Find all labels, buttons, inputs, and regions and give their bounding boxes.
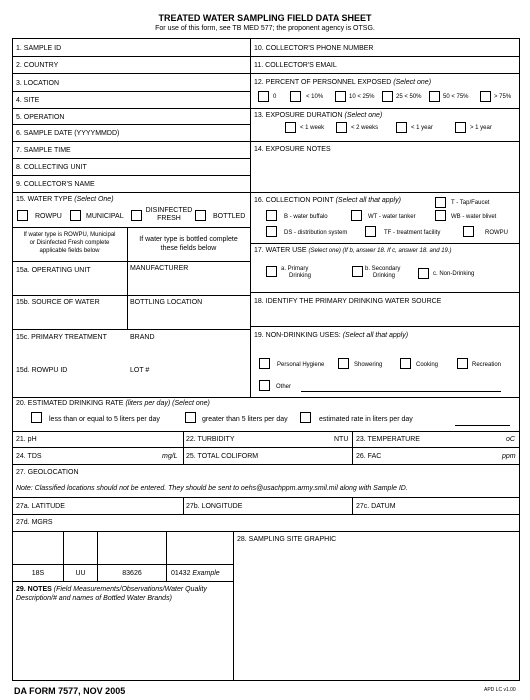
percent-over-75-checkbox[interactable] [480,91,491,102]
rate-estimate-label: estimated rate in liters per day [319,416,413,423]
duration-2weeks-checkbox[interactable] [336,122,347,133]
percent-25-checkbox[interactable] [335,91,346,102]
rate-le5-checkbox[interactable] [31,412,42,423]
sample-date-label: 6. SAMPLE DATE (YYYYMMDD) [16,130,120,137]
treatment-facility-label: TF - treatment facility [384,230,441,236]
exposure-duration-label: 13. EXPOSURE DURATION (Select one) [254,112,383,119]
percent-0-checkbox[interactable] [258,91,269,102]
phone-label: 10. COLLECTOR'S PHONE NUMBER [254,45,374,52]
rate-gt5-checkbox[interactable] [185,412,196,423]
rowpu-id-label: 15d. ROWPU ID [16,367,68,374]
total-coliform-label: 25. TOTAL COLIFORM [186,453,259,460]
duration-lt1year-checkbox[interactable] [396,122,407,133]
sample-time-label: 7. SAMPLE TIME [16,147,71,154]
lot-label: LOT # [130,367,150,374]
email-label: 11. COLLECTOR'S EMAIL [254,62,337,69]
tap-faucet-checkbox[interactable] [435,197,446,208]
geolocation-note: Note: Classified locations should not be entered. They should be sent to oehs@usachppm.army.smil.mil along with Sample ID. [16,485,408,492]
water-blivet-label: WB - water blivet [451,214,497,220]
other-label: Other [276,384,292,390]
percent-10-label: < 10% [306,94,324,100]
primary-source-label: 18. IDENTIFY THE PRIMARY DRINKING WATER SOURCE [254,298,442,305]
other-checkbox[interactable] [259,380,270,391]
personal-hygiene-checkbox[interactable] [259,358,270,369]
geolocation-label: 27. GEOLOCATION [16,469,79,476]
drinking-rate-label: 20. ESTIMATED DRINKING RATE (liters per day) (Select one) [16,400,210,407]
tds-label: 24. TDS [16,453,42,460]
secondary-drinking-label: b. Secondary Drinking [365,266,401,279]
percent-25-label: 10 < 25% [349,94,375,100]
percent-exposed-label: 12. PERCENT OF PERSONNEL EXPOSED (Select one) [254,79,432,86]
collector-name-label: 9. COLLECTOR'S NAME [16,181,95,188]
datum-label: 27c. DATUM [356,503,396,510]
ntu-unit: NTU [334,436,349,443]
secondary-drinking-checkbox[interactable] [352,266,363,277]
non-drinking-label: c. Non-Drinking [433,271,475,277]
tap-faucet-label: T - Tap/Faucet [451,200,490,206]
percent-75-checkbox[interactable] [429,91,440,102]
rowpu-label: ROWPU [35,213,62,220]
location-label: 3. LOCATION [16,80,60,87]
non-drinking-uses-label: 19. NON-DRINKING USES: (Select all that apply) [254,332,409,339]
rowpu-checkbox[interactable] [17,210,28,221]
site-label: 4. SITE [16,97,40,104]
duration-gt1year-checkbox[interactable] [455,122,466,133]
rowpu-instructions: If water type is ROWPU, Municipal or Disinfected Fresh complete applicable fields below [23,232,116,254]
disinfected-fresh-label: DISINFECTED FRESH [145,207,193,222]
mgrs-zone: 18S [31,570,45,577]
bottling-location-label: BOTTLING LOCATION [130,299,203,306]
cooking-checkbox[interactable] [400,358,411,369]
treatment-facility-checkbox[interactable] [365,226,376,237]
rate-estimate-input[interactable] [455,425,510,426]
rate-gt5-label: greater than 5 liters per day [202,416,288,423]
other-input-line[interactable] [301,391,501,392]
duration-1week-label: < 1 week [300,125,325,131]
water-tanker-label: WT - water tanker [368,214,416,220]
site-graphic-label: 28. SAMPLING SITE GRAPHIC [237,536,337,543]
municipal-label: MUNICIPAL [86,213,124,220]
non-drinking-checkbox[interactable] [418,268,429,279]
operation-label: 5. OPERATION [16,114,65,121]
longitude-label: 27b. LONGITUDE [186,503,243,510]
exposure-notes-label: 14. EXPOSURE NOTES [254,146,331,153]
fac-label: 26. FAC [356,453,382,460]
water-blivet-checkbox[interactable] [435,210,446,221]
operating-unit-label: 15a. OPERATING UNIT [16,267,91,274]
cooking-label: Cooking [416,362,439,368]
showering-checkbox[interactable] [338,358,349,369]
showering-label: Showering [354,362,383,368]
bottled-instructions: If water type is bottled complete these fields below [139,236,238,252]
source-of-water-label: 15b. SOURCE OF WATER [16,299,100,306]
percent-over-75-label: > 75% [494,94,512,100]
form-subtitle: For use of this form, see TB MED 577; the proponent agency is OTSG. [155,25,375,32]
water-use-label: 17. WATER USE (Select one) (If b, answer 18. If c, answer 18. and 19.) [254,247,452,254]
form-number: DA FORM 7577, NOV 2005 [14,686,126,696]
notes-label: 29. NOTES (Field Measurements/Observations/Water Quality Description/# and names of Bottled Water Brands) [16,586,207,602]
brand-label: BRAND [130,334,155,341]
distribution-system-label: DS - distribution system [284,230,348,236]
ppm-unit: ppm [502,453,516,460]
rate-le5-label: less than or equal to 5 liters per day [49,416,160,423]
percent-10-checkbox[interactable] [290,91,301,102]
sample-id-label: 1. SAMPLE ID [16,45,62,52]
primary-drinking-label: a. Primary Drinking [281,266,312,279]
duration-2weeks-label: < 2 weeks [351,125,379,131]
distribution-system-checkbox[interactable] [266,226,277,237]
country-label: 2. COUNTRY [16,62,59,69]
mgrs-northing: 01432 Example [171,570,220,577]
recreation-checkbox[interactable] [457,358,468,369]
collecting-unit-label: 8. COLLECTING UNIT [16,164,87,171]
water-tanker-checkbox[interactable] [351,210,362,221]
municipal-checkbox[interactable] [70,210,81,221]
mgl-unit: mg/L [162,453,178,460]
celsius-unit: oC [506,436,515,443]
percent-75-label: 50 < 75% [443,94,469,100]
water-type-label: 15. WATER TYPE (Select One) [16,196,114,203]
personal-hygiene-label: Personal Hygiene [277,362,325,368]
bottled-label: BOTTLED [213,213,246,220]
recreation-label: Recreation [472,362,502,368]
ph-label: 21. pH [16,436,37,443]
form-version: APD LC v1.00 [484,687,516,693]
duration-lt1year-label: < 1 year [411,125,433,131]
water-buffalo-label: B - water buffalo [284,214,328,220]
form-title: TREATED WATER SAMPLING FIELD DATA SHEET [158,13,372,23]
disinfected-fresh-checkbox[interactable] [131,210,142,221]
rowpu-point-checkbox[interactable] [463,226,474,237]
turbidity-label: 22. TURBIDITY [186,436,235,443]
percent-0-label: 0 [273,94,277,100]
latitude-label: 27a. LATITUDE [16,503,65,510]
rate-estimate-checkbox[interactable] [300,412,311,423]
mgrs-easting: 83626 [122,570,142,577]
duration-1week-checkbox[interactable] [285,122,296,133]
percent-50-label: 25 < 50% [396,94,422,100]
bottled-checkbox[interactable] [195,210,206,221]
primary-drinking-checkbox[interactable] [266,266,277,277]
duration-gt1year-label: > 1 year [470,125,492,131]
mgrs-square: UU [75,570,86,577]
percent-50-checkbox[interactable] [382,91,393,102]
manufacturer-label: MANUFACTURER [130,265,189,272]
collection-point-label: 16. COLLECTION POINT (Select all that apply) [254,197,401,204]
rowpu-point-label: ROWPU [485,230,508,236]
temperature-label: 23. TEMPERATURE [356,436,420,443]
primary-treatment-label: 15c. PRIMARY TREATMENT [16,334,107,341]
mgrs-label: 27d. MGRS [16,519,53,526]
water-buffalo-checkbox[interactable] [266,210,277,221]
